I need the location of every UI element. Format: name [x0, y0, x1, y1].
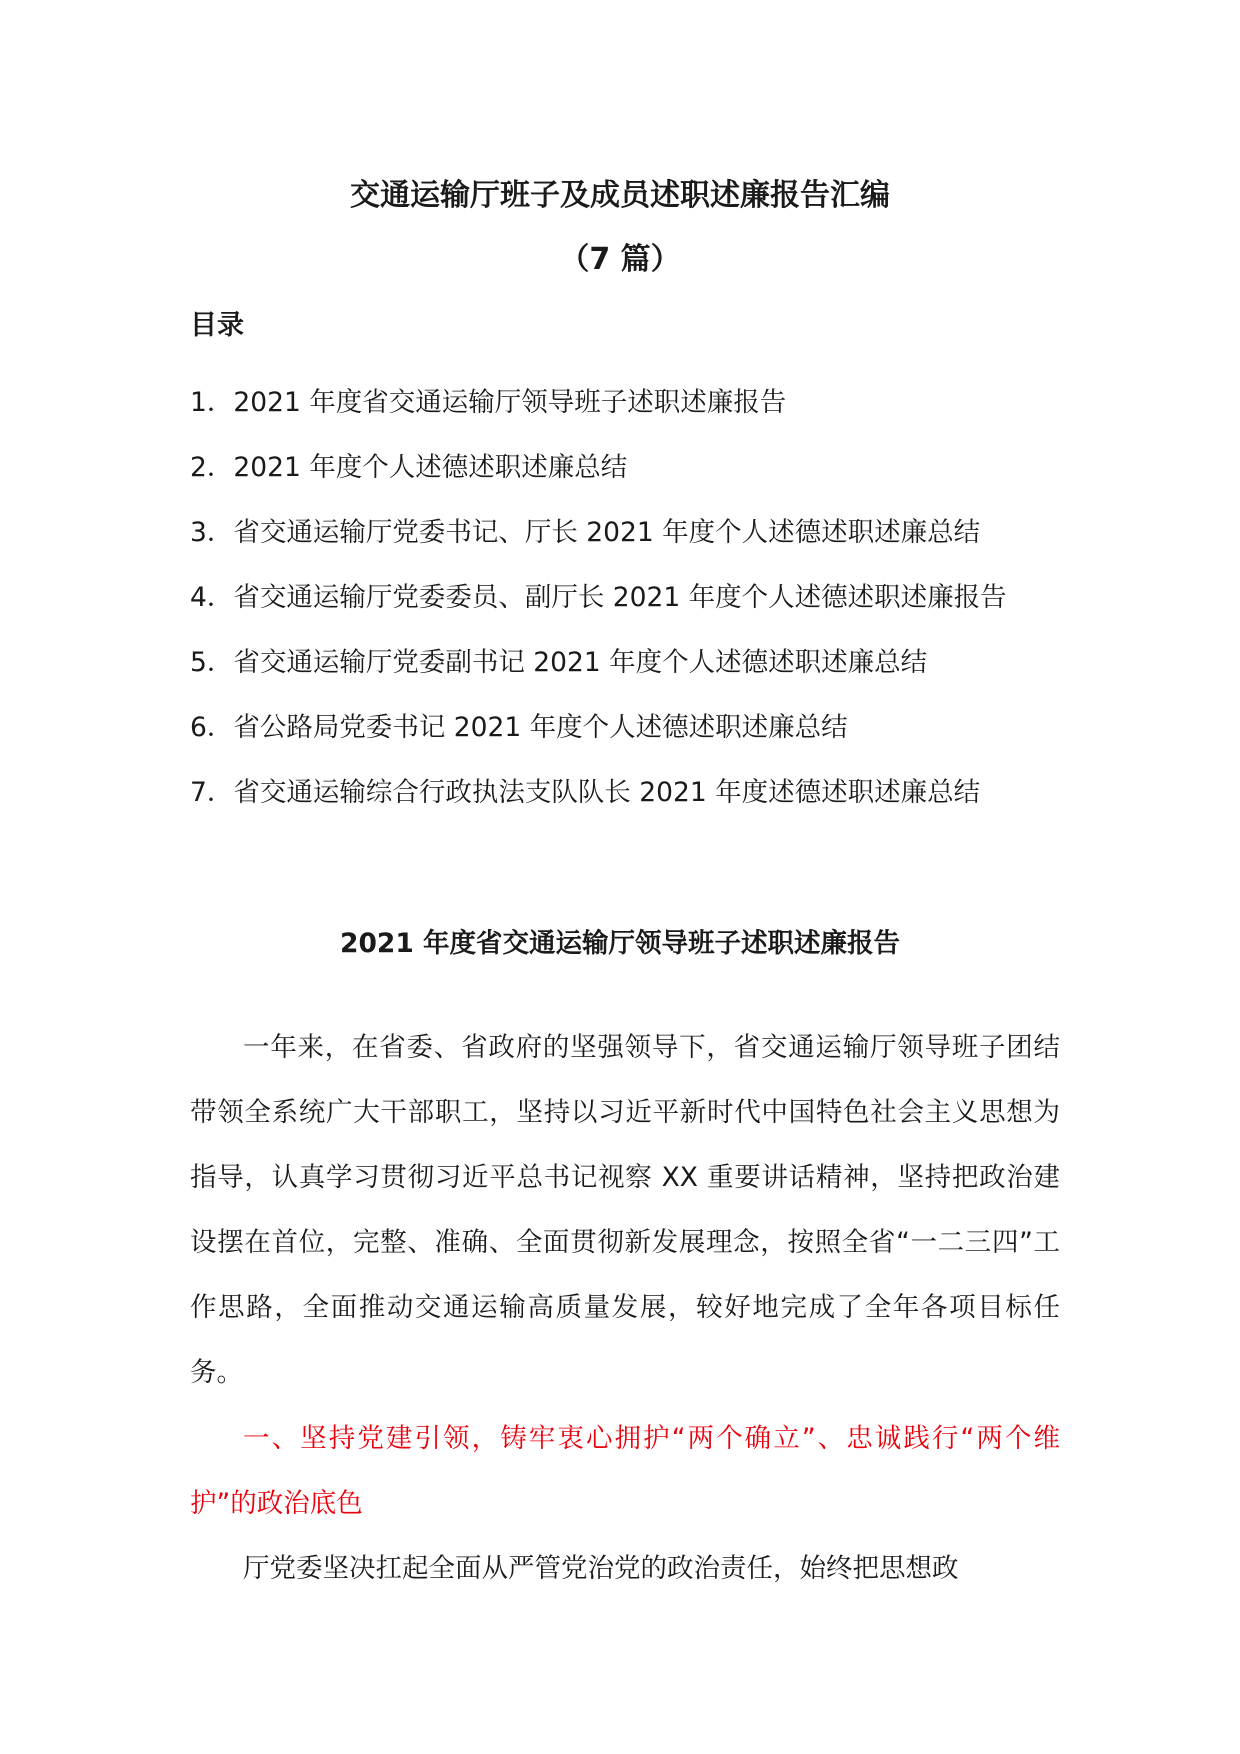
toc-item: 1．2021 年度省交通运输厅领导班子述职述廉报告	[190, 387, 787, 418]
section-title: 2021 年度省交通运输厅领导班子述职述廉报告	[340, 928, 900, 959]
toc-item: 5．省交通运输厅党委副书记 2021 年度个人述德述职述廉总结	[190, 647, 928, 678]
toc-heading: 目录	[190, 310, 244, 341]
toc-item: 6．省公路局党委书记 2021 年度个人述德述职述廉总结	[190, 712, 848, 743]
table-of-contents	[190, 370, 1070, 825]
toc-item: 7．省交通运输综合行政执法支队队长 2021 年度述德述职述廉总结	[190, 777, 981, 808]
toc-item: 2．2021 年度个人述德述职述廉总结	[190, 452, 628, 483]
document-title: 交通运输厅班子及成员述职述廉报告汇编	[350, 178, 890, 213]
toc-item: 3．省交通运输厅党委书记、厅长 2021 年度个人述德述职述廉总结	[190, 517, 981, 548]
body-paragraph: 厅党委坚决扛起全面从严管党治党的政治责任，始终把思想政	[243, 1553, 959, 1584]
section-heading-red: 一、坚持党建引领，铸牢衷心拥护“两个确立”、忠诚践行“两个维护”的政治底色	[190, 1423, 1060, 1519]
body-paragraph: 一年来，在省委、省政府的坚强领导下，省交通运输厅领导班子团结带领全系统广大干部职工，坚持以习近平新时代中国特色社会主义思想为指导，认真学习贯彻习近平总书记视察 XX 重要讲话精神，坚持把政治建设摆在首位，完整、准确、全面贯彻新发展理念，按照全省“一二三四”工作思路，全面推动交通运输高质量发展，较好地完成了全年各项目标任务。	[190, 1032, 1060, 1388]
toc-item: 4．省交通运输厅党委委员、副厅长 2021 年度个人述德述职述廉报告	[190, 582, 1007, 613]
document-subtitle: （7 篇）	[559, 242, 681, 277]
